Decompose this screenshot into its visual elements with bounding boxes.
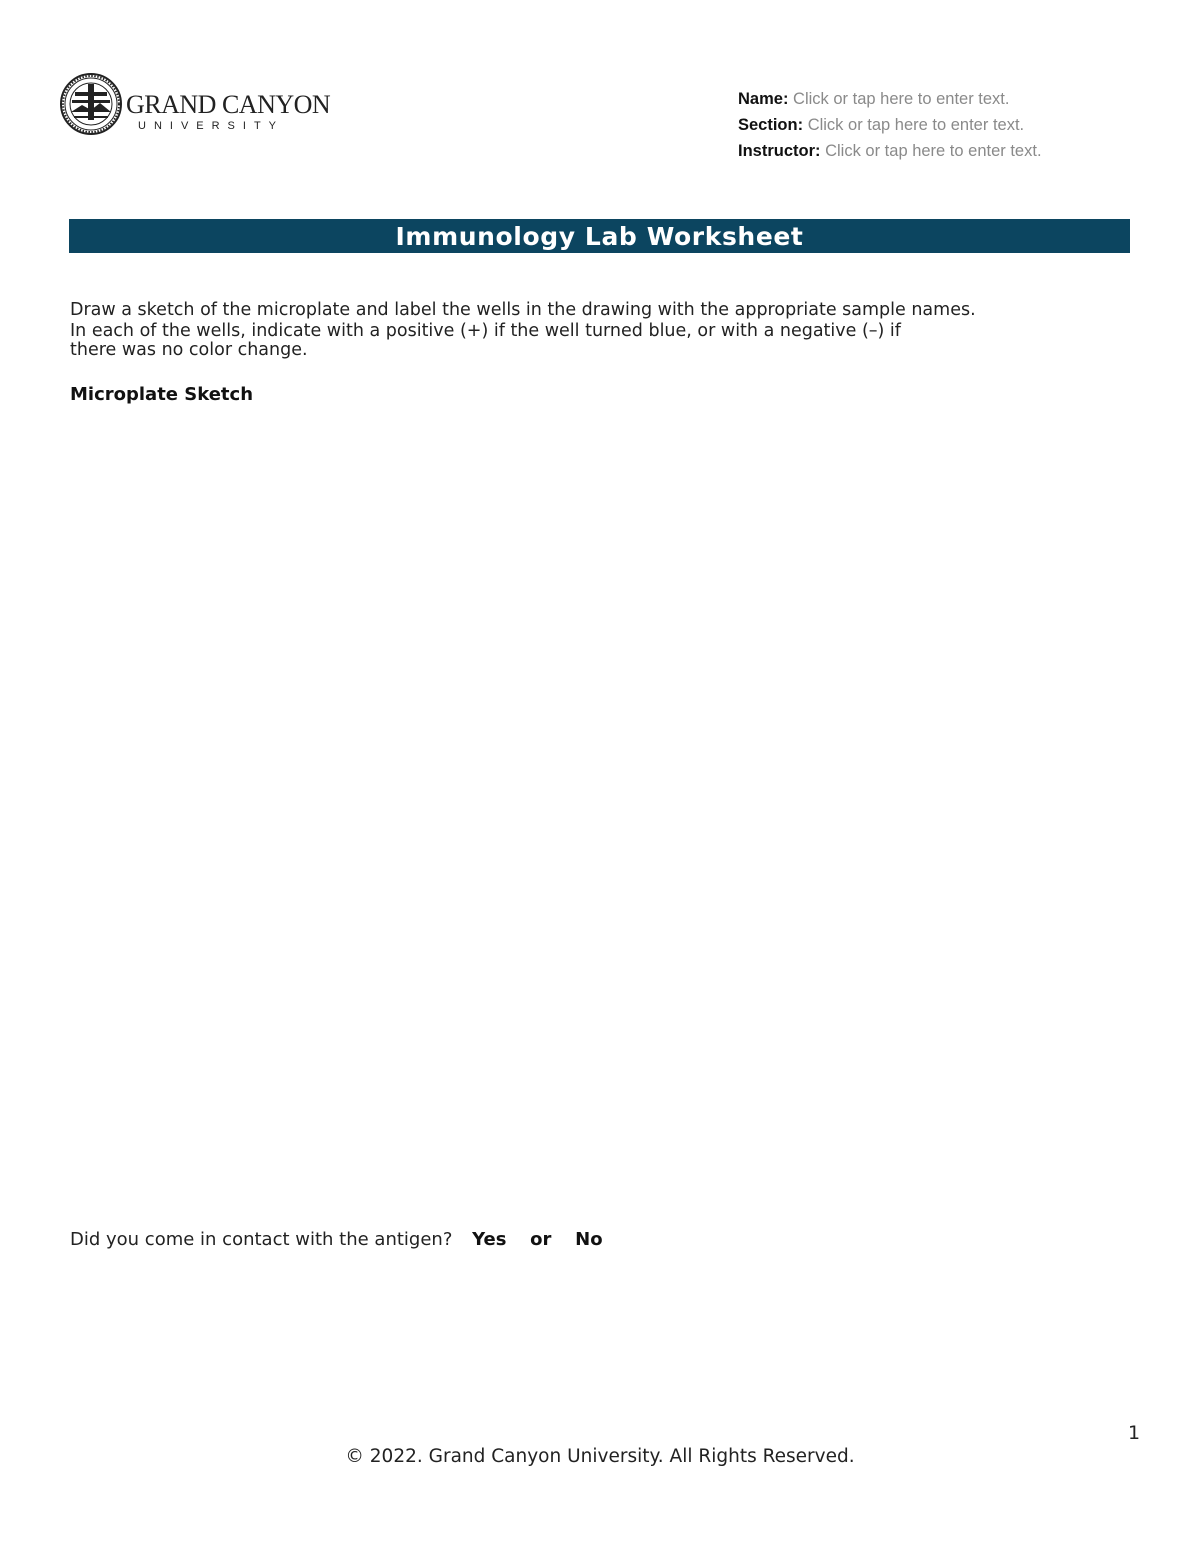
name-label: Name: <box>738 90 789 108</box>
section-input[interactable]: Click or tap here to enter text. <box>807 116 1025 134</box>
yes-option[interactable]: Yes <box>472 1229 507 1250</box>
sketch-heading: Microplate Sketch <box>70 384 254 405</box>
name-field <box>738 86 1042 112</box>
no-option[interactable]: No <box>575 1229 603 1250</box>
logo-wordmark <box>126 90 330 132</box>
instructions-line-3: there was no color change. <box>70 340 308 360</box>
copyright-footer: © 2022. Grand Canyon University. All Rights Reserved. <box>345 1446 855 1467</box>
section-label: Section: <box>738 116 804 134</box>
logo-name: GRAND CANYON <box>126 90 331 119</box>
question-text: Did you come in contact with the antigen? <box>70 1229 453 1250</box>
instructions-line-2: In each of the wells, indicate with a positive (+) if the well turned blue, or with a negative (–) if <box>70 321 901 341</box>
logo-subtitle: UNIVERSITY <box>138 120 285 132</box>
instructor-input[interactable]: Click or tap here to enter text. <box>825 142 1042 160</box>
student-info <box>738 86 1042 164</box>
section-field <box>738 112 1042 138</box>
microplate-sketch-area[interactable] <box>70 420 1130 1200</box>
instructor-field <box>738 138 1042 164</box>
antigen-question <box>70 1229 603 1250</box>
instructor-label: Instructor: <box>738 142 821 160</box>
page-number: 1 <box>1128 1422 1141 1444</box>
name-input[interactable]: Click or tap here to enter text. <box>793 90 1010 108</box>
instructions <box>70 300 1130 361</box>
page-title: Immunology Lab Worksheet <box>69 219 1130 253</box>
or-text: or <box>530 1229 552 1250</box>
instructions-line-1: Draw a sketch of the microplate and label the wells in the drawing with the appropriate sample names. <box>70 300 976 320</box>
university-logo <box>60 72 350 138</box>
